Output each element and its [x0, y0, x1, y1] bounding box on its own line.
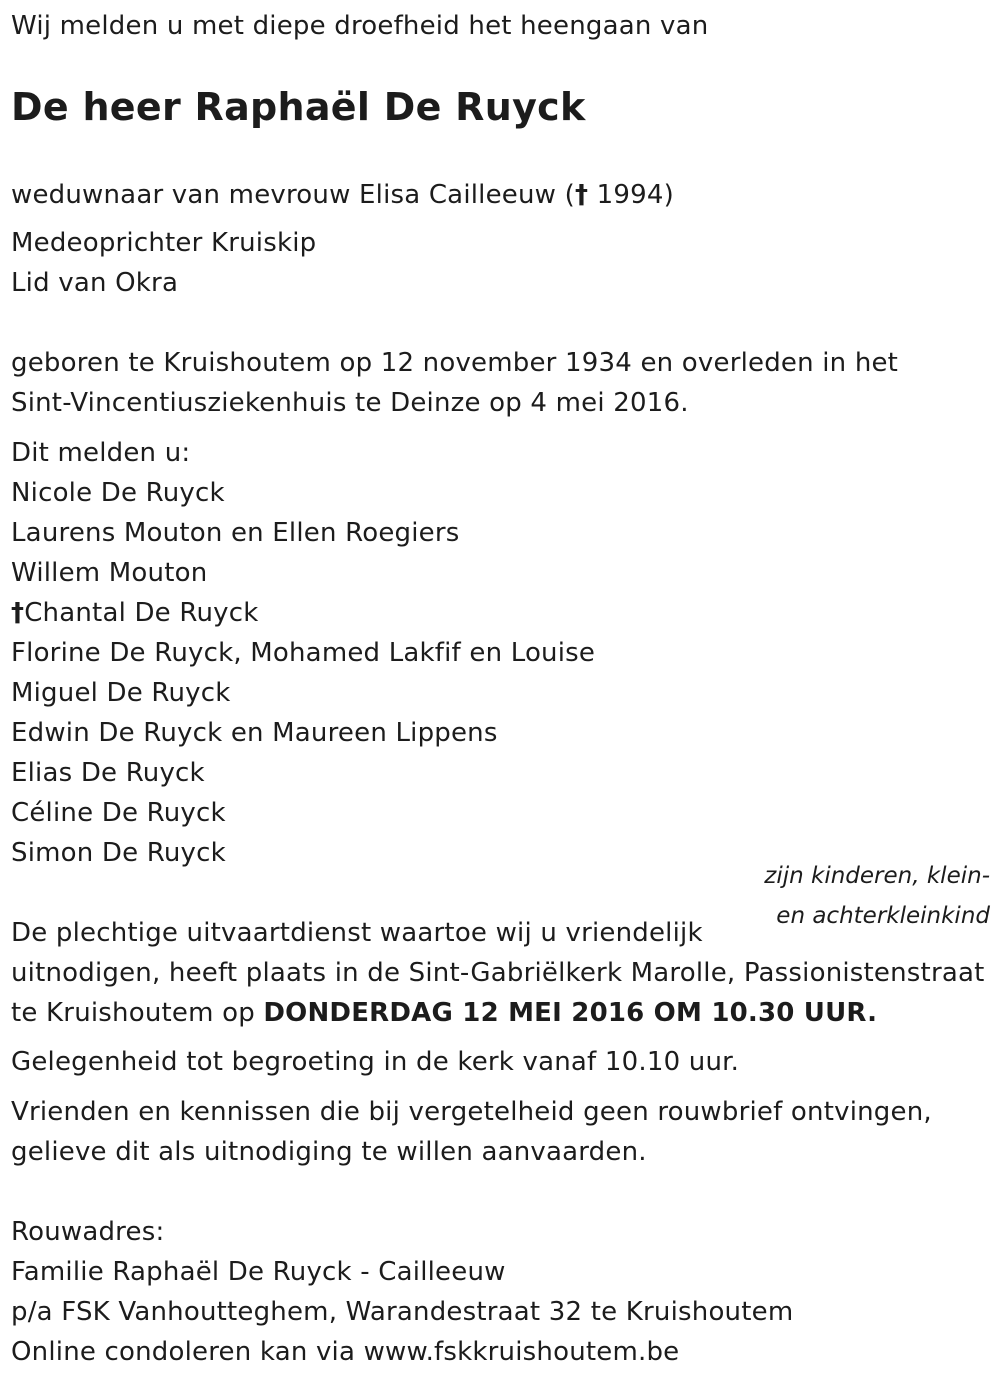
family-member: Laurens Mouton en Ellen Roegiers	[11, 518, 460, 548]
funeral-date: DONDERDAG 12 MEI 2016 OM 10.30 UUR.	[263, 998, 878, 1028]
relation-line: zijn kinderen, klein-	[764, 863, 990, 889]
invite-line: gelieve dit als uitnodiging te willen aanvaarden.	[11, 1137, 647, 1167]
address-heading: Rouwadres:	[11, 1217, 165, 1247]
birth-line: geboren te Kruishoutem op 12 november 1934 en overleden in het	[11, 348, 899, 378]
widower-year: 1994)	[588, 180, 674, 210]
family-member: Elias De Ruyck	[11, 758, 205, 788]
family-member: Simon De Ruyck	[11, 838, 226, 868]
address-family: Familie Raphaël De Ruyck - Cailleeuw	[11, 1257, 506, 1287]
cross-icon: †	[11, 598, 25, 628]
funeral-line: uitnodigen, heeft plaats in de Sint-Gabriëlkerk Marolle, Passionistenstraat	[11, 958, 985, 988]
address-street: p/a FSK Vanhoutteghem, Warandestraat 32 te Kruishoutem	[11, 1297, 794, 1327]
cross-icon: †	[574, 180, 589, 210]
role-line: Medeoprichter Kruiskip	[11, 228, 317, 258]
deceased-name: De heer Raphaël De Ruyck	[11, 85, 586, 129]
widower-line	[11, 175, 674, 215]
family-member: Florine De Ruyck, Mohamed Lakfif en Louise	[11, 638, 596, 668]
family-member: Willem Mouton	[11, 558, 208, 588]
widower-text: weduwnaar van mevrouw Elisa Cailleeuw (	[11, 180, 575, 210]
family-member: Miguel De Ruyck	[11, 678, 231, 708]
family-heading: Dit melden u:	[11, 438, 191, 468]
funeral-line: De plechtige uitvaartdienst waartoe wij u vriendelijk	[11, 918, 703, 948]
funeral-line	[11, 993, 877, 1033]
intro-text: Wij melden u met diepe droefheid het heengaan van	[11, 11, 709, 41]
funeral-place: te Kruishoutem op	[11, 998, 264, 1028]
family-member-name: Chantal De Ruyck	[24, 598, 259, 628]
role-line: Lid van Okra	[11, 268, 179, 298]
family-member: Céline De Ruyck	[11, 798, 226, 828]
relation-line: en achterkleinkind	[776, 903, 990, 929]
family-member-deceased	[11, 593, 258, 633]
family-member: Edwin De Ruyck en Maureen Lippens	[11, 718, 498, 748]
invite-line: Vrienden en kennissen die bij vergetelheid geen rouwbrief ontvingen,	[11, 1097, 932, 1127]
online-condolence: Online condoleren kan via www.fskkruishoutem.be	[11, 1337, 680, 1367]
family-relation	[690, 856, 990, 936]
greeting-line: Gelegenheid tot begroeting in de kerk vanaf 10.10 uur.	[11, 1047, 740, 1077]
family-member: Nicole De Ruyck	[11, 478, 225, 508]
birth-line: Sint-Vincentiusziekenhuis te Deinze op 4 mei 2016.	[11, 388, 689, 418]
